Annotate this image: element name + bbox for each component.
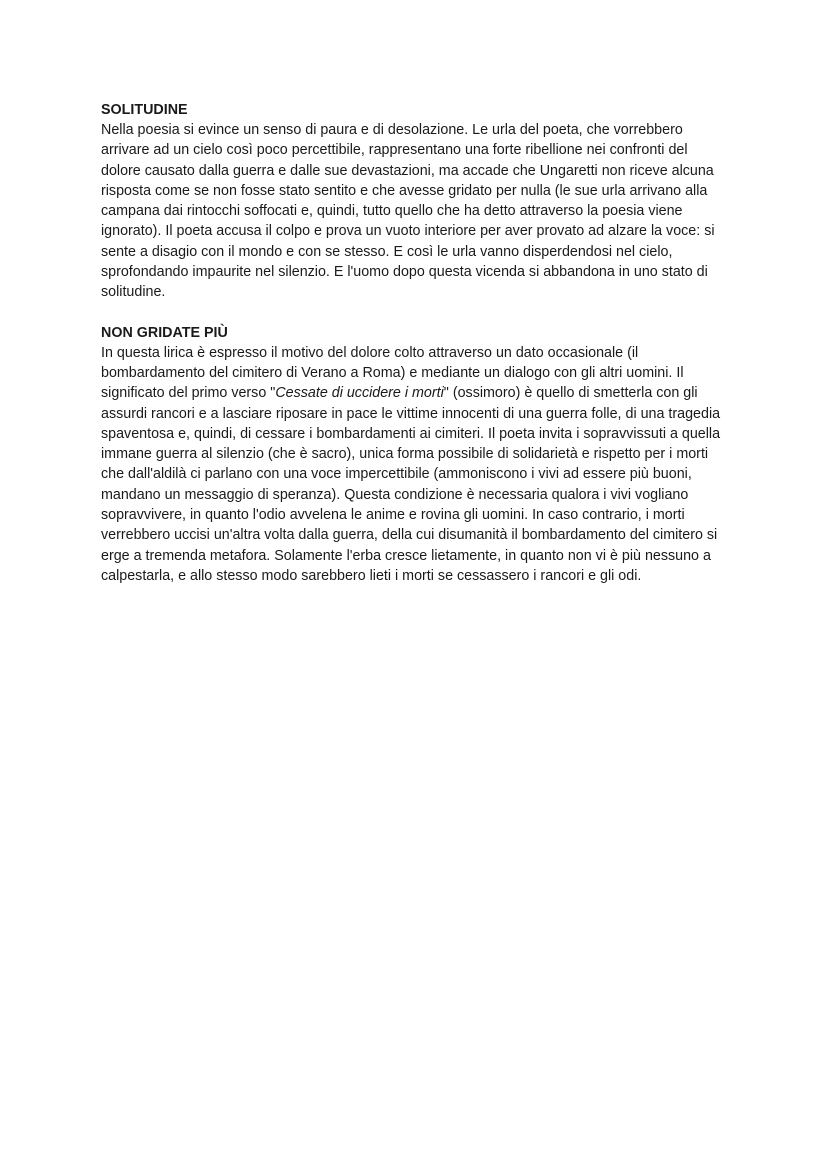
section-non-gridate-piu xyxy=(101,323,731,587)
paragraph-text-before-quote: In questa lirica è espresso il motivo del dolore colto attraverso un dato occasionale (il bombardamento del cimitero di Verano a Roma) e mediante un dialogo con gli altri uomini. Il significato del primo verso " xyxy=(101,344,684,402)
section-heading: SOLITUDINE xyxy=(101,102,188,118)
paragraph-text-after-quote: " (ossimoro) è quello di smetterla con gli assurdi rancori e a lasciare riposare in pace le vittime innocenti di una guerra folle, di una tragedia spaventosa e, quindi, di cessare i bombardamenti ai cimiteri. Il poeta invita i sopravvissuti a quella immane guerra al silenzio (che è sacro), unica forma possibile di solidarietà e rispetto per i morti che dall'aldilà ci parlano con una voce impercettibile (ammoniscono i vivi ad essere più buoni, mandano un messaggio di speranza). Questa condizione è necessaria qualora i vivi vogliano sopravvivere, in quanto l'odio avvelena le anime e rovina gli uomini. In caso contrario, i morti verrebbero uccisi un'altra volta dalla guerra, della cui disumanità il bombardamento del cimitero si erge a tremenda metafora. Solamente l'erba cresce lietamente, in quanto non vi è più nessuno a calpestarla, e allo stesso modo sarebbero lieti i morti se cessassero i rancori e gli odi. xyxy=(101,385,721,584)
section-paragraph xyxy=(101,343,731,587)
section-paragraph: Nella poesia si evince un senso di paura e di desolazione. Le urla del poeta, che vorrebbero arrivare ad un cielo così poco percettibile, rappresentano una forte ribellione nei confronti del dolore causato dalla guerra e dalle sue devastazioni, ma accade che Ungaretti non riceve alcuna risposta come se non fosse stato sentito e che avesse gridato per nulla (le sue urla arrivano alla campana dai rintocchi soffocati e, quindi, tutto quello che ha detto attraverso la poesia viene ignorato). Il poeta accusa il colpo e prova un vuoto interiore per aver provato ad alzare la voce: si sente a disagio con il mondo e con se stesso. E così le urla vanno disperdendosi nel cielo, sprofondando impaurite nel silenzio. E l'uomo dopo questa vicenda si abbandona in uno stato di solitudine. xyxy=(101,122,715,301)
verse-quote: Cessate di uccidere i morti xyxy=(275,385,444,402)
section-heading: NON GRIDATE PIÙ xyxy=(101,324,228,341)
section-solitudine xyxy=(101,100,731,303)
document-page xyxy=(101,100,731,606)
